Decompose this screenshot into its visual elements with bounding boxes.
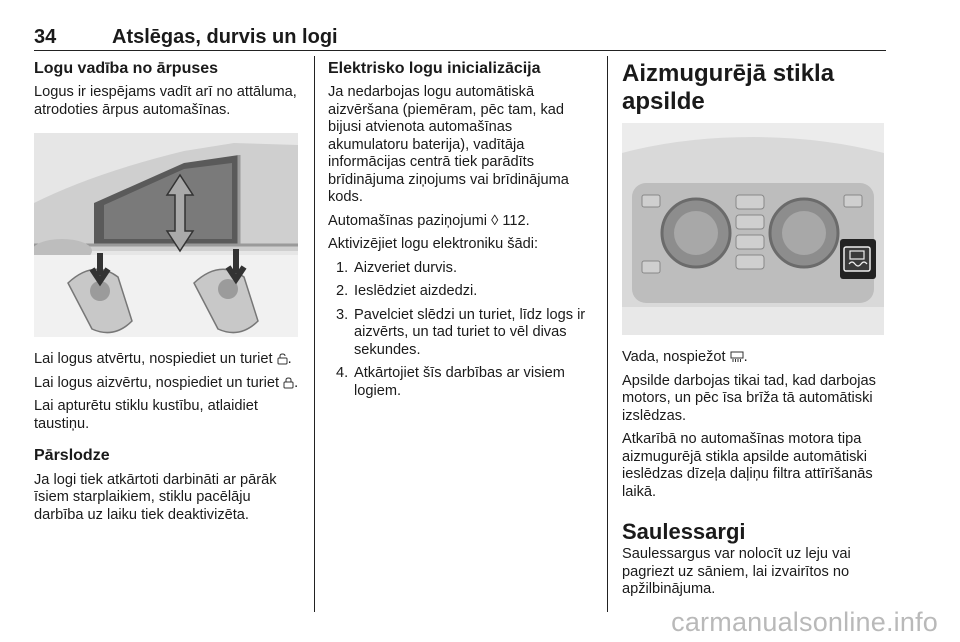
unlock-button-icon <box>277 353 288 365</box>
section-heading: Logu vadība no ārpuses <box>34 60 219 77</box>
column-window-init <box>328 60 590 406</box>
init-paragraph: Ja nedarbojas logu automātiskā aizvēršana (piemēram, pēc tam, kad bijusi atvienota automašīnas akumulatoru baterija), vadītāja informācijas centrā tiek parādīts brīdinājuma ziņojums vai brīdinājuma kods. <box>328 84 569 206</box>
activate-paragraph: Aktivizējiet logu elektroniku šādi: <box>328 236 539 253</box>
overload-paragraph: Ja logi tiek atkārtoti darbināti ar pārāk īsiem starplaikiem, stiklu pacēlāju darbība uz laiku tiek deaktivizēta. <box>34 471 277 523</box>
column-rear-defroster <box>622 60 886 605</box>
close-instruction: Lai logus aizvērtu, nospiediet un turiet . <box>34 374 299 391</box>
rear-window-heater-icon <box>730 351 744 363</box>
press-instruction: Vada, nospiežot . <box>622 349 748 366</box>
stop-instruction: Lai apturētu stiklu kustību, atlaidiet taustiņu. <box>34 398 258 432</box>
page-ref-icon: ◊ <box>491 212 499 229</box>
column-remote-window <box>34 60 300 530</box>
column-divider <box>607 56 608 612</box>
sunvisors-heading: Saulessargi <box>622 519 746 545</box>
section-heading: Elektrisko logu inicializācija <box>328 60 541 77</box>
watermark: carmanualsonline.info <box>671 607 938 637</box>
heater-paragraph: Apsilde darbojas tikai tad, kad darbojas motors, un pēc īsa brīža tā automātiski izslēdzas. <box>622 372 876 424</box>
intro-paragraph: Logus ir iespējams vadīt arī no attāluma, atrodoties ārpus automašīnas. <box>34 84 297 118</box>
column-divider <box>314 56 315 612</box>
diesel-filter-paragraph: Atkarībā no automašīnas motora tipa aizmugurējā stikla apsilde automātiski ieslēdzas dīzeļa daļiņu filtra attīrīšanās laikā. <box>622 431 873 500</box>
lock-button-icon <box>283 377 294 389</box>
list-item: 3. Pavelciet slēdzi un turiet, līdz logs ir aizvērts, un tad turiet to vēl divas sekundes. <box>336 306 586 358</box>
list-item: 1. Aizveriet durvis. <box>336 259 457 276</box>
rear-window-heater-button-icon <box>844 247 870 271</box>
vehicle-messages-ref: Automašīnas paziņojumi ◊ 112. <box>328 212 530 229</box>
list-item: 4. Atkārtojiet šīs darbības ar visiem logiem. <box>336 365 565 399</box>
chapter-title: Atslēgas, durvis un logi <box>112 26 338 48</box>
list-item: 2. Ieslēdziet aizdedzi. <box>336 283 478 300</box>
header-rule <box>34 50 886 51</box>
overload-heading: Pārslodze <box>34 447 110 465</box>
page-header <box>34 26 886 50</box>
remote-key-illustration <box>34 133 298 337</box>
page-number: 34 <box>34 26 57 48</box>
sunvisors-paragraph: Saulessargus var nolocīt uz leju vai pagriezt uz sāniem, lai izvairītos no apžilbinājuma. <box>622 546 851 598</box>
section-heading: Aizmugurējā stikla apsilde <box>622 60 835 115</box>
climate-control-panel-illustration <box>622 123 884 335</box>
open-instruction: Lai logus atvērtu, nospiediet un turiet . <box>34 351 292 368</box>
steps-list <box>328 260 590 401</box>
